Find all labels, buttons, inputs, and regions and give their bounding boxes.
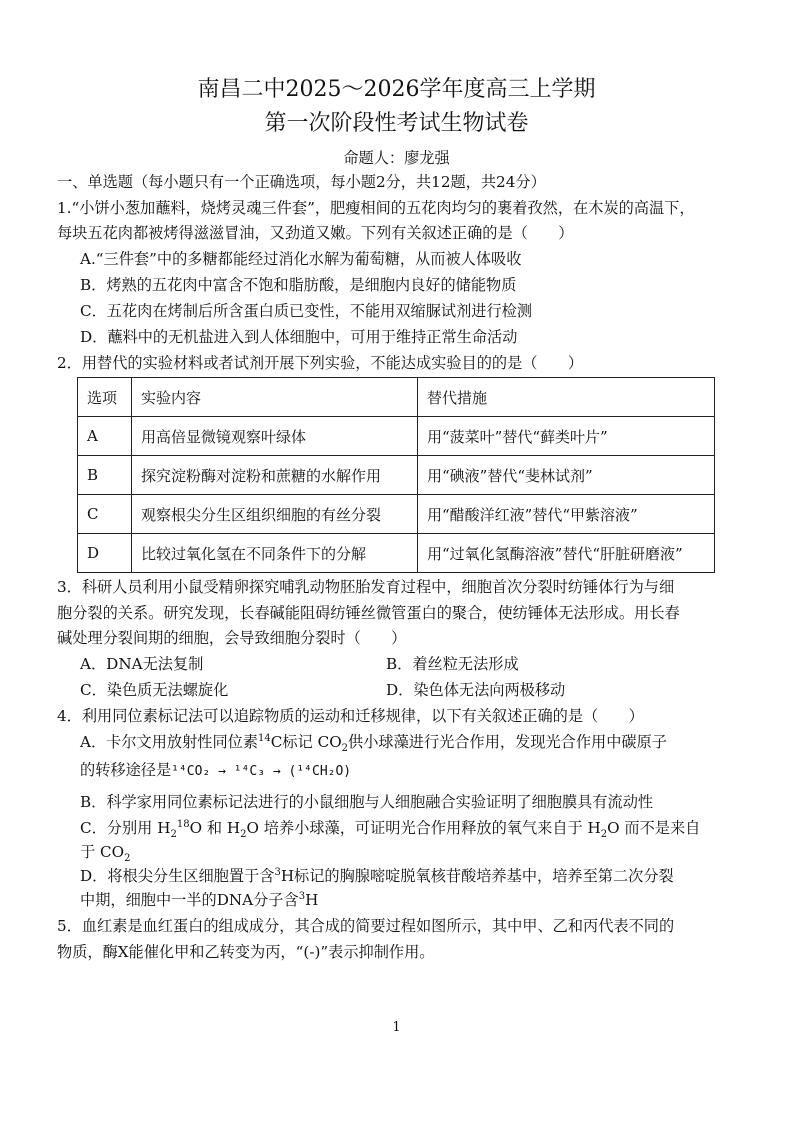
q2-stem: 2．用替代的实验材料或者试剂开展下列实验，不能达成实验目的的是（ ） xyxy=(57,354,584,372)
text-fragment: 的转移途径是 xyxy=(80,761,172,779)
table-row xyxy=(78,534,715,573)
q1-stem-2: 每块五花肉都被烤得滋滋冒油，又劲道又嫩。下列有关叙述正确的是（ ） xyxy=(57,224,574,242)
table-cell: 用高倍显微镜观察叶绿体 xyxy=(132,417,418,456)
subscript: 2 xyxy=(170,829,177,841)
q3-option-c: C．染色质无法螺旋化 xyxy=(80,681,229,699)
text-fragment: 中期，细胞中一半的DNA分子含 xyxy=(80,891,299,909)
text-fragment: 供小球藻进行光合作用，发现光合作用中碳原子 xyxy=(348,733,667,751)
table-header-cell: 选项 xyxy=(78,378,132,417)
superscript: 3 xyxy=(298,890,306,902)
q4-option-c-line2 xyxy=(80,842,131,865)
q1-option-b: B．烤熟的五花肉中富含不饱和脂肪酸，是细胞内良好的储能物质 xyxy=(80,276,517,294)
subscript: 2 xyxy=(240,829,247,841)
q1-stem-1: 1.“小饼小葱加蘸料，烧烤灵魂三件套”，肥瘦相间的五花肉均匀的裹着孜然，在木炭的高温下， xyxy=(57,199,695,217)
table-cell: 用“碘液”替代“斐林试剂” xyxy=(418,456,715,495)
subscript: 2 xyxy=(124,853,131,865)
page-number: 1 xyxy=(392,1020,401,1035)
section-heading: 一、单选题（每小题只有一个正确选项，每小题2分，共12题，共24分） xyxy=(57,173,546,191)
text-fragment: H标记的胸腺嘧啶脱氧核苷酸培养基中，培养至第二次分裂 xyxy=(280,867,674,885)
q4-option-a-line2 xyxy=(80,760,351,782)
text-fragment: O 而不是来自 xyxy=(607,819,701,837)
q3-option-b: B．着丝粒无法形成 xyxy=(386,655,519,673)
text-fragment: O 培养小球藻，可证明光合作用释放的氧气来自于 H xyxy=(246,819,601,837)
table-row xyxy=(78,456,715,495)
subscript: 2 xyxy=(600,829,608,841)
title-line2: 第一次阶段性考试生物试卷 xyxy=(264,111,529,136)
q3-stem-1: 3．科研人员利用小鼠受精卵探究哺乳动物胚胎发育过程中，细胞首次分裂时纺锤体行为与细 xyxy=(57,578,675,596)
q2-table xyxy=(77,377,715,573)
table-cell: 用“过氧化氢酶溶液”替代“肝脏研磨液” xyxy=(418,534,715,573)
text-fragment: D．将根尖分生区细胞置于含 xyxy=(80,867,275,885)
text-fragment: C标记 CO xyxy=(270,733,342,751)
table-cell: C xyxy=(78,495,132,534)
table-row xyxy=(78,417,715,456)
table-cell: A xyxy=(78,417,132,456)
table-cell: D xyxy=(78,534,132,573)
table-header-row xyxy=(78,378,715,417)
q4-stem: 4．利用同位素标记法可以追踪物质的运动和迁移规律，以下有关叙述正确的是（ ） xyxy=(57,707,644,725)
text-fragment: O 和 H xyxy=(189,819,241,837)
superscript: 14 xyxy=(258,732,271,744)
q4-option-b: B．科学家用同位素标记法进行的小鼠细胞与人细胞融合实验证明了细胞膜具有流动性 xyxy=(80,793,654,811)
table-cell: B xyxy=(78,456,132,495)
q5-stem-1: 5．血红素是血红蛋白的组成成分，其合成的简要过程如图所示，其中甲、乙和丙代表不同的 xyxy=(57,917,675,935)
table-header-cell: 替代措施 xyxy=(418,378,715,417)
q3-option-a: A．DNA无法复制 xyxy=(80,655,204,673)
superscript: 3 xyxy=(274,866,281,878)
table-cell: 观察根尖分生区组织细胞的有丝分裂 xyxy=(132,495,418,534)
subscript: 2 xyxy=(341,743,349,755)
q4-option-c-line1 xyxy=(80,818,701,841)
q4-option-a-line1 xyxy=(80,732,667,755)
table-row xyxy=(78,495,715,534)
q5-stem-2: 物质，酶X能催化甲和乙转变为丙，“(-)”表示抑制作用。 xyxy=(57,943,435,961)
q4-option-d-line1 xyxy=(80,866,674,886)
carbon-pathway-formula: ¹⁴CO₂ → ¹⁴C₃ → (¹⁴CH₂O) xyxy=(171,764,352,779)
text-fragment: H xyxy=(305,891,319,909)
q1-option-a: A.“三件套”中的多糖都能经过消化水解为葡萄糖，从而被人体吸收 xyxy=(80,250,522,268)
title-line1: 南昌二中2025～2026学年度高三上学期 xyxy=(197,77,596,102)
table-cell: 用“醋酸洋红液”替代“甲紫溶液” xyxy=(418,495,715,534)
q1-option-d: D．蘸料中的无机盐进入到人体细胞中，可用于维持正常生命活动 xyxy=(80,328,518,346)
text-fragment: 于 CO xyxy=(80,843,125,861)
q4-option-d-line2 xyxy=(80,890,318,910)
table-cell: 探究淀粉酶对淀粉和蔗糖的水解作用 xyxy=(132,456,418,495)
table-header-cell: 实验内容 xyxy=(132,378,418,417)
author: 命题人：廖龙强 xyxy=(343,149,450,167)
text-fragment: C．分别用 H xyxy=(80,819,171,837)
q1-option-c: C．五花肉在烤制后所含蛋白质已变性，不能用双缩脲试剂进行检测 xyxy=(80,302,533,320)
q3-stem-3: 碱处理分裂间期的细胞，会导致细胞分裂时（ ） xyxy=(57,629,407,647)
q3-stem-2: 胞分裂的关系。研究发现，长春碱能阻碍纺锤丝微管蛋白的聚合，使纺锤体无法形成。用长春 xyxy=(57,604,680,622)
table-cell: 用“菠菜叶”替代“藓类叶片” xyxy=(418,417,715,456)
table-cell: 比较过氧化氢在不同条件下的分解 xyxy=(132,534,418,573)
text-fragment: A．卡尔文用放射性同位素 xyxy=(80,733,259,751)
superscript: 18 xyxy=(176,818,190,830)
q3-option-d: D．染色体无法向两极移动 xyxy=(386,681,566,699)
